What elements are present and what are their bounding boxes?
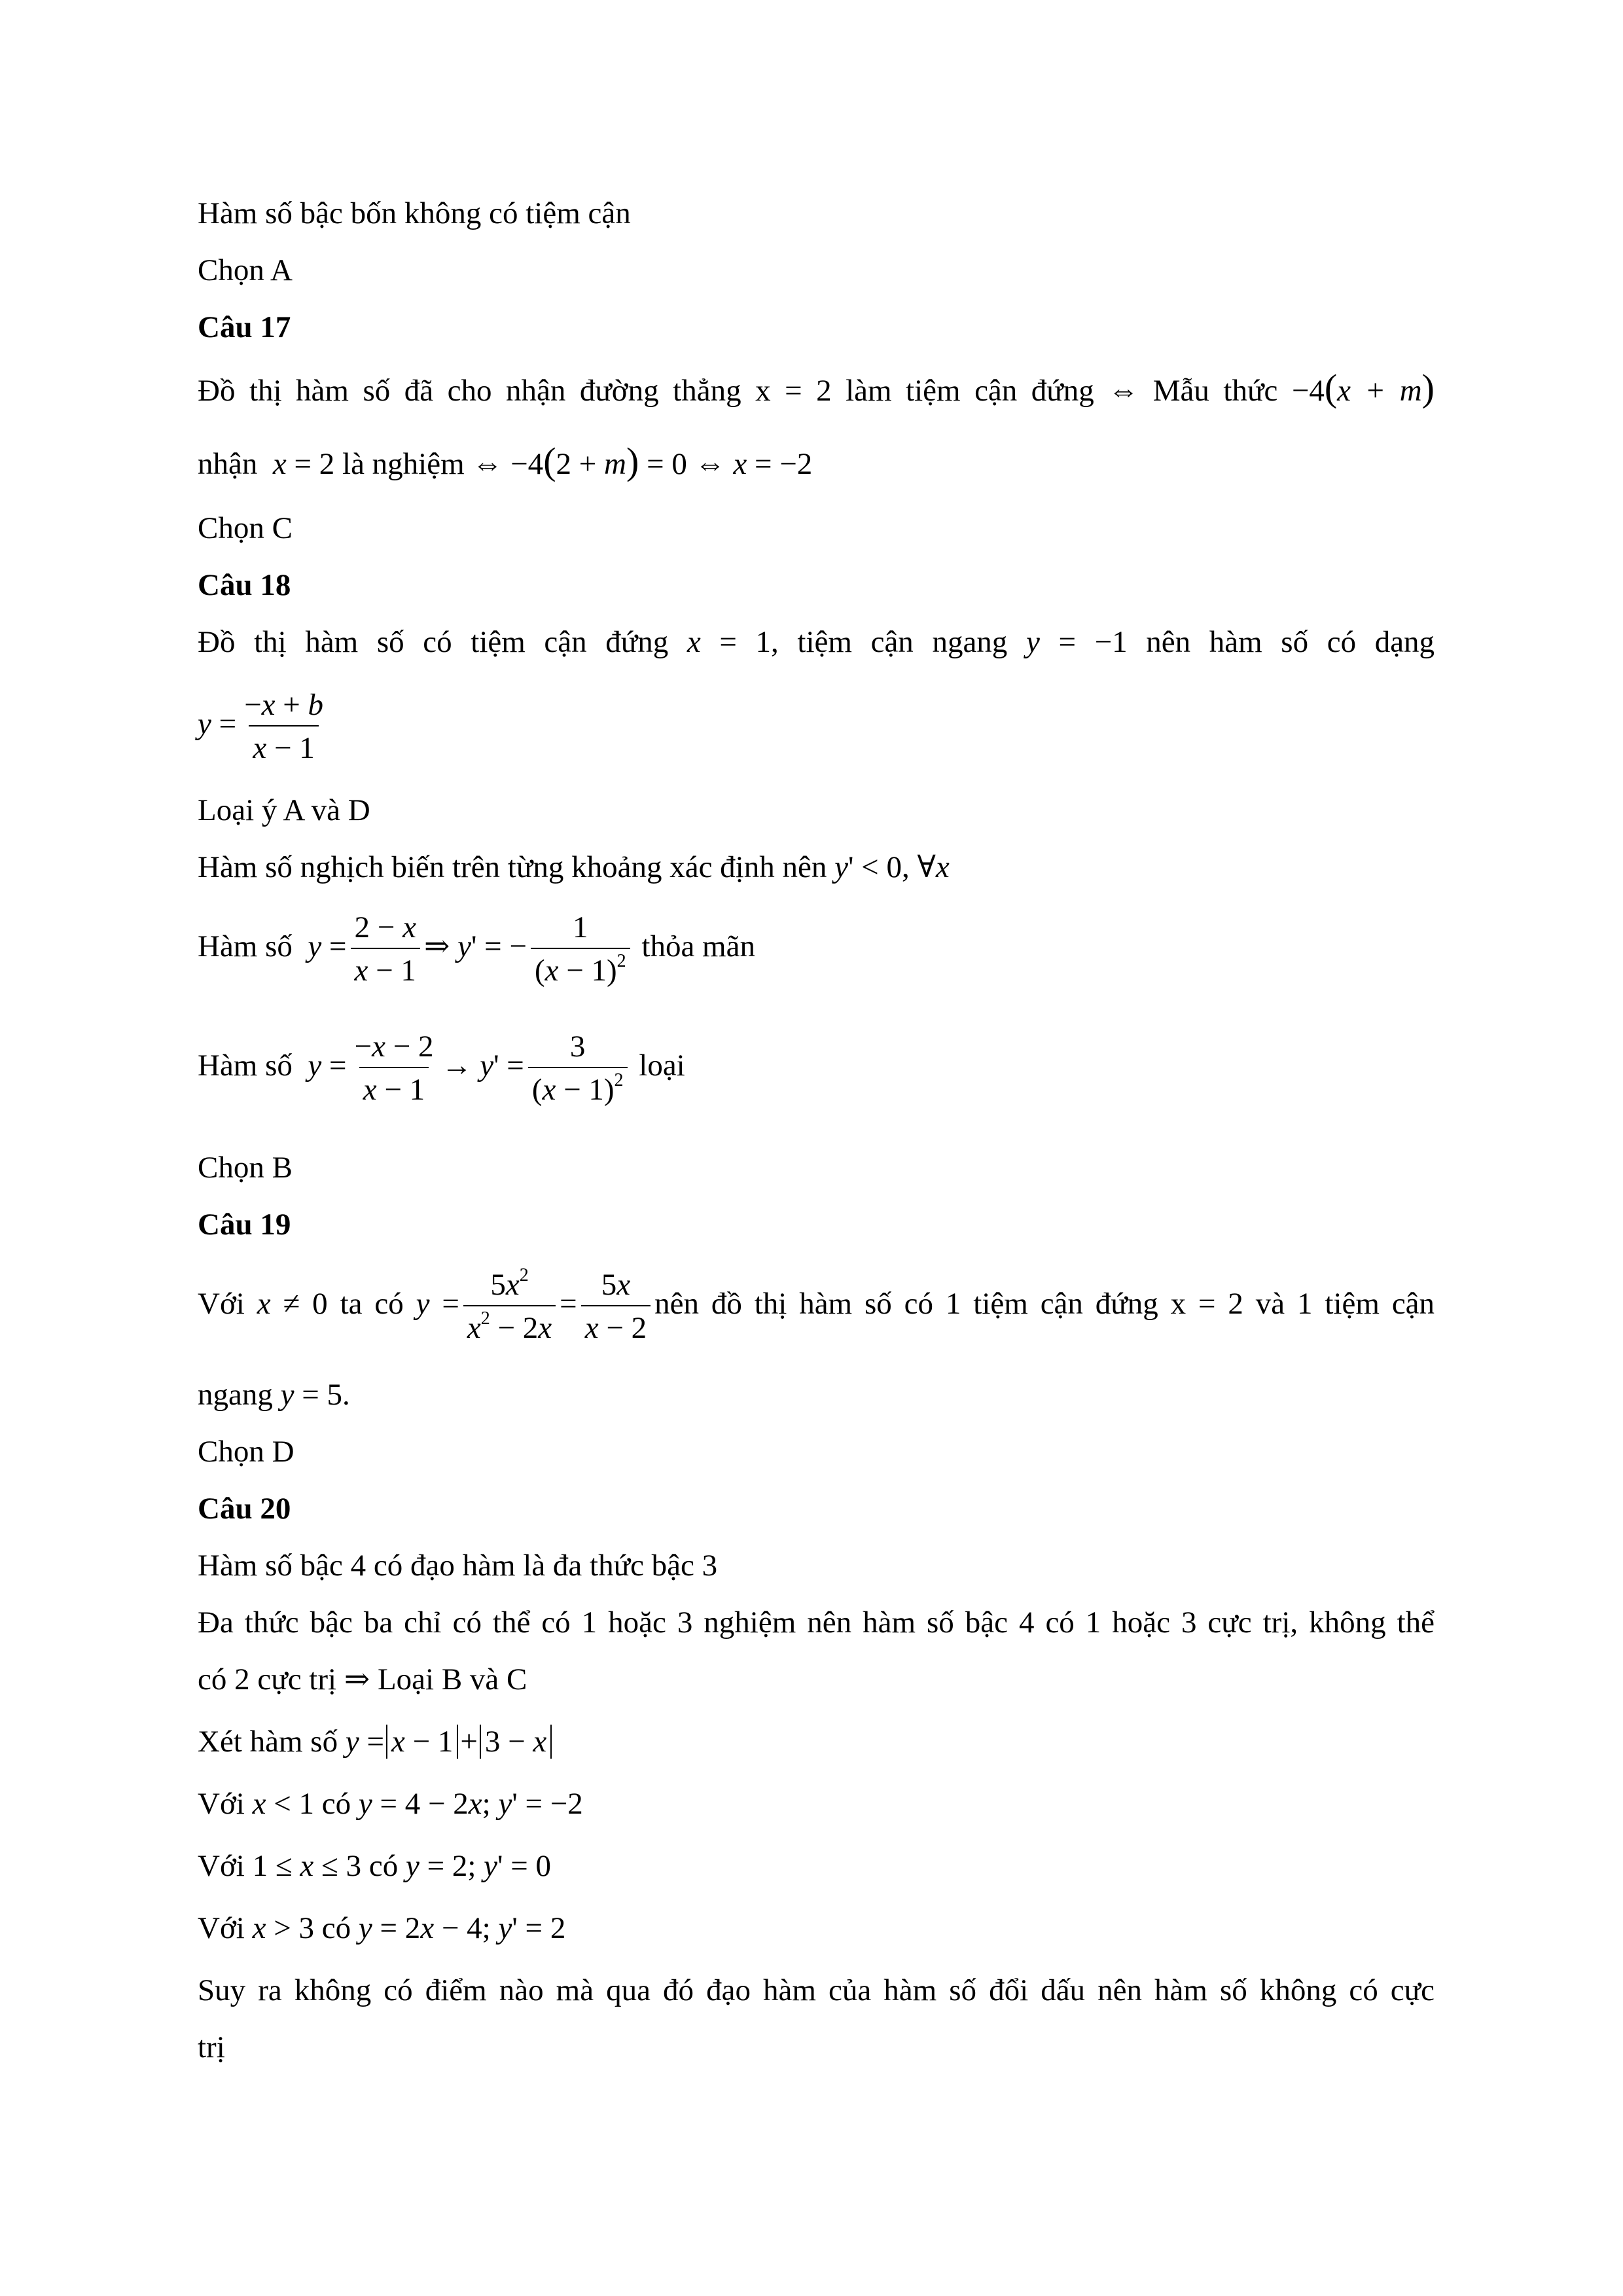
text-span: thỏa mãn xyxy=(641,929,755,963)
text-span: Hàm số nghịch biến trên từng khoảng xác định nên xyxy=(198,850,827,884)
text-line xyxy=(198,442,1435,484)
text-line xyxy=(198,1909,1435,1948)
math-expr: −4(x + m) xyxy=(1291,367,1435,409)
formula-line xyxy=(198,1029,1435,1107)
text-span: nên đồ thị hàm số có 1 tiệm cận đứng x = 2 và 1 tiệm cận xyxy=(654,1286,1435,1321)
answer-line: Chọn A xyxy=(198,253,293,287)
text-line: Đa thức bậc ba chỉ có thể có 1 hoặc 3 nghiệm nên hàm số bậc 4 có 1 hoặc 3 cực trị, không thể xyxy=(198,1605,1435,1640)
formula-line xyxy=(198,1267,1435,1346)
text-line xyxy=(198,368,1435,410)
text-line: Loại ý A và D xyxy=(198,793,370,827)
text-span: ta có xyxy=(340,1286,404,1321)
text-span: có xyxy=(321,1911,351,1945)
text-span: Hàm số xyxy=(198,929,293,963)
text-span: Hàm số xyxy=(198,1048,293,1083)
math-expr: y = 2; y' = 0 xyxy=(405,1849,552,1883)
text-span: Với xyxy=(198,1286,245,1321)
math-expr: y' < 0, ∀x xyxy=(834,850,950,884)
answer-line: Chọn B xyxy=(198,1151,293,1185)
math-expr: x = 2 xyxy=(265,447,335,481)
text-span: có xyxy=(321,1787,351,1821)
text-line: có 2 cực trị ⇒ Loại B và C xyxy=(198,1662,527,1696)
text-span: là nghiệm xyxy=(342,447,465,481)
text-line xyxy=(198,622,1435,662)
text-span: Với xyxy=(198,1849,245,1883)
text-span: ngang xyxy=(198,1378,273,1412)
text-span: loại xyxy=(639,1048,685,1083)
answer-line: Chọn D xyxy=(198,1435,294,1469)
text-span: nhận xyxy=(198,447,258,481)
text-line: trị xyxy=(198,2030,225,2064)
math-expr: y = $\frac{5x^2}{x^2 - 2x}$ = $\frac{5x}{x - 2}$ xyxy=(416,1287,654,1321)
text-span: , tiệm cận ngang xyxy=(771,625,1008,659)
math-expr: x ≠ 0 xyxy=(257,1286,328,1321)
question-heading-17: Câu 17 xyxy=(198,310,291,344)
text-span: Với xyxy=(198,1787,245,1821)
text-span: nên hàm số có dạng xyxy=(1146,625,1435,659)
text-span: Với xyxy=(198,1911,245,1945)
text-line xyxy=(198,1784,1435,1823)
text-span: Đồ thị hàm số đã cho nhận đường thẳng x = 2 làm tiệm cận đứng ⇔ Mẫu thức xyxy=(198,374,1278,408)
text-line xyxy=(198,1846,1435,1886)
formula-line xyxy=(198,687,1435,766)
question-heading-18: Câu 18 xyxy=(198,568,291,602)
text-line xyxy=(198,1375,1435,1414)
math-expr: y = −1 xyxy=(1026,625,1128,659)
text-line: Hàm số bậc bốn không có tiệm cận xyxy=(198,196,631,230)
math-expr: y = 4 − 2x; y' = −2 xyxy=(358,1787,583,1821)
text-line xyxy=(198,1722,1435,1761)
math-expr: x > 3 xyxy=(252,1911,314,1945)
text-span: Đồ thị hàm số có tiệm cận đứng xyxy=(198,625,669,659)
math-expr: 1 ≤ x ≤ 3 xyxy=(252,1849,362,1883)
text-line: Hàm số bậc 4 có đạo hàm là đa thức bậc 3 xyxy=(198,1549,718,1583)
answer-line: Chọn C xyxy=(198,511,293,545)
math-expr: y = 5. xyxy=(280,1378,350,1412)
text-line xyxy=(198,848,1435,887)
math-expr: y = x − 1 + 3 − x xyxy=(346,1725,554,1759)
math-expr: x = 1 xyxy=(687,625,772,659)
formula-line xyxy=(198,910,1435,988)
math-expr: y = 2x − 4; y' = 2 xyxy=(358,1911,566,1945)
text-line: Suy ra không có điểm nào mà qua đó đạo hàm của hàm số đổi dấu nên hàm số không có cực xyxy=(198,1973,1435,2007)
math-expr: y = $\frac{2 - x}{x - 1}$ ⇒ y' = − $\frac{1}{(x - 1)^2}$ xyxy=(300,929,634,963)
text-span: Xét hàm số xyxy=(198,1725,338,1759)
question-heading-20: Câu 20 xyxy=(198,1492,291,1526)
math-expr: ⇔ −4(2 + m) = 0 ⇔ x = −2 xyxy=(472,440,813,482)
question-heading-19: Câu 19 xyxy=(198,1208,291,1242)
math-expr: y = $\frac{-x + b}{x - 1}$ xyxy=(198,688,324,766)
text-span: có xyxy=(368,1849,399,1883)
math-expr: y = $\frac{-x - 2}{x - 1}$ → y' = $\frac{3}{(x - 1)^2}$ xyxy=(300,1049,632,1083)
math-expr: x < 1 xyxy=(252,1787,314,1821)
